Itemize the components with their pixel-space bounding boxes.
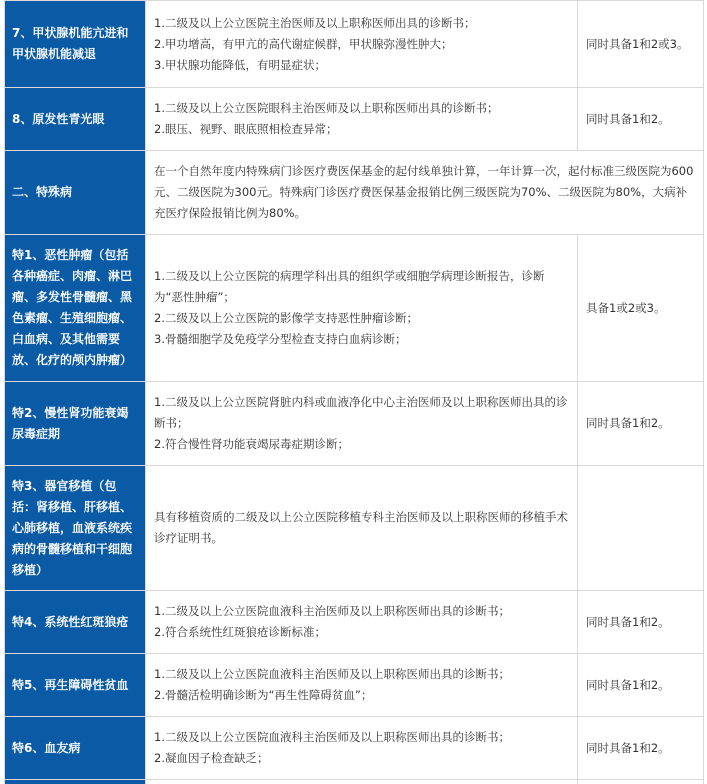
criteria-cell <box>146 88 578 151</box>
requirement-cell <box>578 466 704 591</box>
criteria-line: 具有移植资质的二级及以上公立医院移植专科主治医师及以上职称医师的移植手术诊疗证明书。 <box>154 510 568 545</box>
disease-name-cell: 特5、再生障碍性贫血 <box>5 654 146 717</box>
criteria-line: 2.符合慢性肾功能衰竭尿毒症期诊断； <box>154 437 349 451</box>
table-row <box>5 466 704 591</box>
criteria-line: 2.眼压、视野、眼底照相检查异常； <box>154 122 338 136</box>
criteria-line: 2.二级及以上公立医院的影像学支持恶性肿瘤诊断； <box>154 311 418 325</box>
criteria-line: 2.甲功增高，有甲亢的高代谢症候群，甲状腺弥漫性肿大； <box>154 36 453 51</box>
requirement-cell <box>578 780 704 784</box>
disease-name-cell: 7、甲状腺机能亢进和甲状腺机能减退 <box>5 1 146 88</box>
criteria-line: 2.凝血因子检查缺乏； <box>154 751 269 765</box>
table-row <box>5 88 704 151</box>
disease-name-cell: 特4、系统性红斑狼疮 <box>5 591 146 654</box>
criteria-line: 1.二级及以上公立医院血液科主治医师及以上职称医师出具的诊断书； <box>154 604 510 618</box>
criteria-line: 1.二级及以上公立医院血液科主治医师及以上职称医师出具的诊断书； <box>154 667 510 681</box>
criteria-cell <box>146 717 578 780</box>
criteria-cell <box>146 382 578 466</box>
criteria-line: 1.二级及以上公立医院的病理学科出具的组织学或细胞学病理诊断报告，诊断为“恶性肿瘤”； <box>154 269 545 304</box>
requirement-cell: 同时具备1和2。 <box>578 591 704 654</box>
table-row <box>5 780 704 784</box>
criteria-line: 3.骨髓细胞学及免疫学分型检查支持白血病诊断； <box>154 332 407 346</box>
table-row <box>5 591 704 654</box>
disease-name-cell: 8、原发性青光眼 <box>5 88 146 151</box>
disease-name-cell: 特3、器官移植（包括：肾移植、肝移植、心肺移植，血液系统疾病的骨髓移植和干细胞移植） <box>5 466 146 591</box>
criteria-cell <box>146 780 578 784</box>
criteria-cell <box>146 235 578 382</box>
criteria-line: 3.甲状腺功能降低，有明显症状； <box>154 57 326 72</box>
requirement-cell: 同时具备1和2。 <box>578 717 704 780</box>
requirement-cell: 同时具备1和2。 <box>578 654 704 717</box>
table-row <box>5 382 704 466</box>
criteria-cell <box>146 1 578 88</box>
criteria-line: 1.二级及以上公立医院眼科主治医师及以上职称医师出具的诊断书； <box>154 101 499 115</box>
criteria-cell <box>146 591 578 654</box>
table-row <box>5 654 704 717</box>
disease-criteria-table <box>4 0 704 784</box>
criteria-line: 1.二级及以上公立医院主治医师及以上职称医师出具的诊断书； <box>154 15 476 30</box>
criteria-line: 2.符合系统性红斑狼疮诊断标准； <box>154 625 326 639</box>
criteria-line: 1.二级及以上公立医院肾脏内科或血液净化中心主治医师及以上职称医师出具的诊断书； <box>154 395 568 430</box>
criteria-line: 2.骨髓活检明确诊断为“再生性障碍贫血”； <box>154 688 373 702</box>
criteria-line: 1.二级及以上公立医院血液科主治医师及以上职称医师出具的诊断书； <box>154 730 510 744</box>
criteria-cell <box>146 654 578 717</box>
disease-name-cell: 特6、血友病 <box>5 717 146 780</box>
requirement-cell: 具备1或2或3。 <box>578 235 704 382</box>
table-row <box>5 151 704 235</box>
table-row <box>5 717 704 780</box>
requirement-cell: 同时具备1和2或3。 <box>578 1 704 88</box>
table-row <box>5 235 704 382</box>
requirement-cell: 同时具备1和2。 <box>578 88 704 151</box>
requirement-cell: 同时具备1和2。 <box>578 382 704 466</box>
disease-name-cell: 特2、慢性肾功能衰竭尿毒症期 <box>5 382 146 466</box>
disease-name-cell <box>5 780 146 784</box>
section-heading-cell: 二、特殊病 <box>5 151 146 235</box>
table-row <box>5 1 704 88</box>
disease-name-cell: 特1、恶性肿瘤（包括各种癌症、肉瘤、淋巴瘤、多发性骨髓瘤、黑色素瘤、生殖细胞瘤、白血病、及其他需要放、化疗的颅内肿瘤） <box>5 235 146 382</box>
criteria-cell <box>146 466 578 591</box>
section-description-cell: 在一个自然年度内特殊病门诊医疗费医保基金的起付线单独计算，一年计算一次，起付标准三级医院为600元、二级医院为300元。特殊病门诊医疗费医保基金报销比例三级医院为70%、二级医院为80%，大病补充医疗保险报销比例为80%。 <box>146 151 704 235</box>
